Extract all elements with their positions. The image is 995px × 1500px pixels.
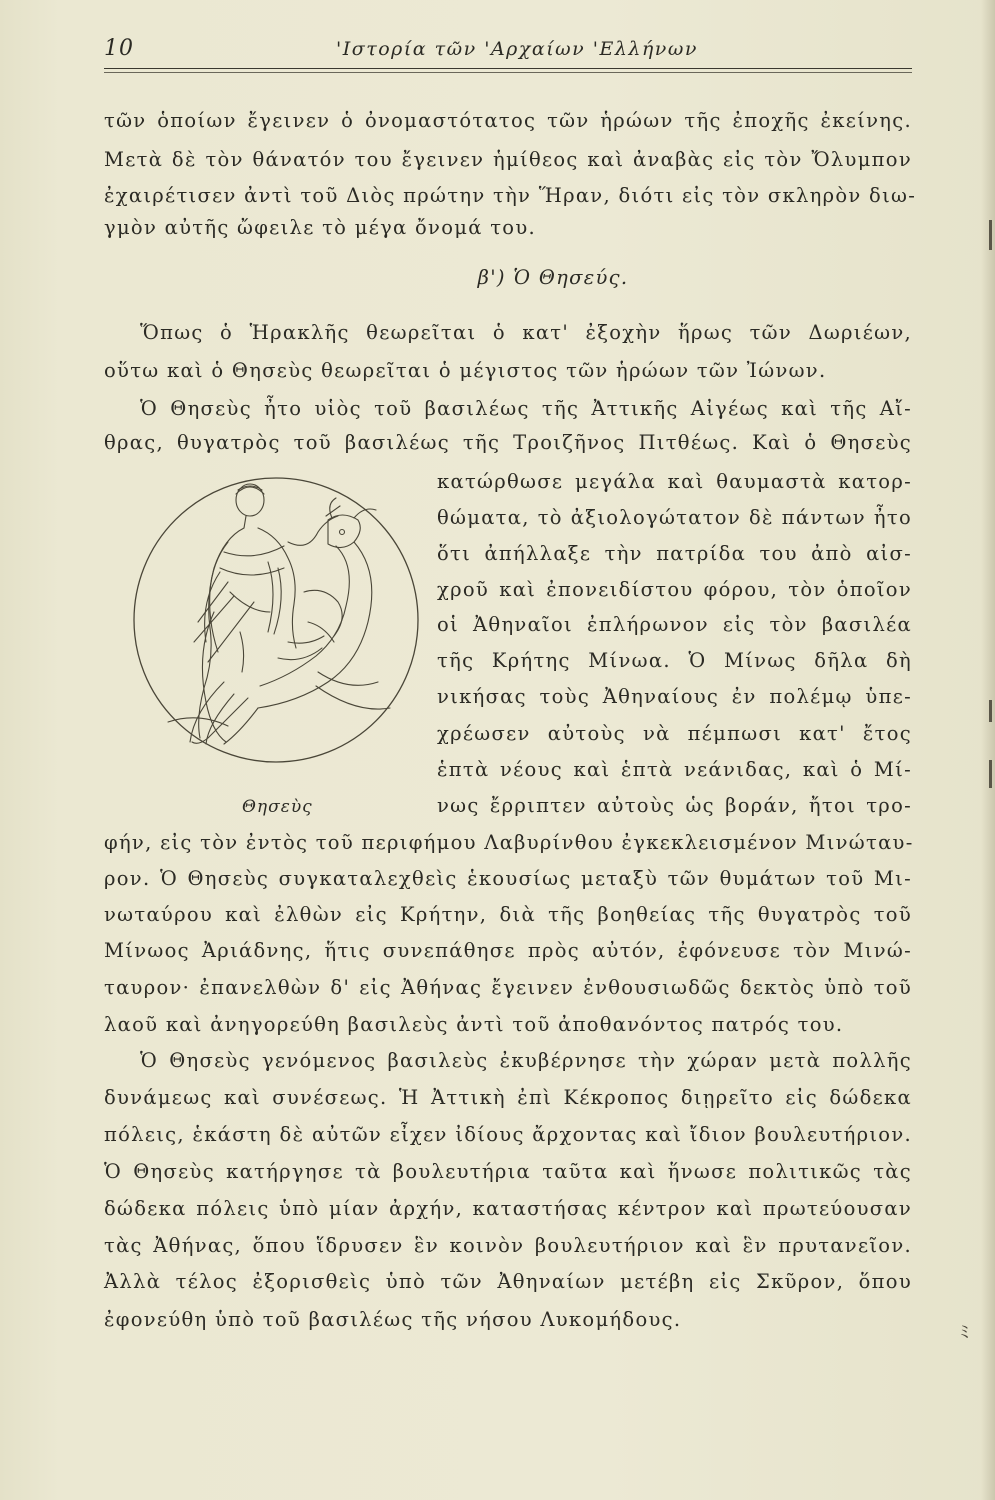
text-line: πόλεις, ἑκάστη δὲ αὐτῶν εἶχεν ἰδίους ἄρχοντας καὶ ἴδιον βουλευτήριον. bbox=[104, 1123, 912, 1146]
text-line: δώδεκα πόλεις ὑπὸ μίαν ἀρχήν, καταστήσας κέντρον καὶ πρωτεύουσαν bbox=[104, 1197, 912, 1220]
page-number: 10 bbox=[104, 36, 134, 61]
text-line: θώματα, τὸ ἀξιολογώτατον δὲ πάντων ἦτο bbox=[437, 506, 912, 529]
text-line: Ὁ Θησεὺς ἦτο υἱὸς τοῦ βασιλέως τῆς Ἀττικῆς Αἰγέως καὶ τῆς Αἴ- bbox=[140, 397, 912, 420]
margin-mark: ﾐ bbox=[960, 1322, 969, 1343]
text-line: Ἀλλὰ τέλος ἐξορισθεὶς ὑπὸ τῶν Ἀθηναίων μετέβη εἰς Σκῦρον, ὅπου bbox=[104, 1270, 912, 1293]
text-line: Ὁ Θησεὺς γενόμενος βασιλεὺς ἐκυβέρνησε τὴν χώραν μετὰ πολλῆς bbox=[140, 1049, 912, 1072]
text-line: οὕτω καὶ ὁ Θησεὺς θεωρεῖται ὁ μέγιστος τῶν ἡρώων τῶν Ἰώνων. bbox=[104, 359, 827, 382]
running-title: 'Ιστορία τῶν 'Αρχαίων 'Ελλήνων bbox=[336, 38, 698, 60]
text-line: Μετὰ δὲ τὸν θάνατόν του ἔγεινεν ἡμίθεος καὶ ἀναβὰς εἰς τὸν Ὄλυμπον bbox=[104, 148, 912, 171]
text-line: Μίνωος Ἀριάδνης, ἥτις συνεπάθησε πρὸς αὐτόν, ἐφόνευσε τὸν Μινώ- bbox=[104, 939, 912, 962]
text-line: ρον. Ὁ Θησεὺς συγκαταλεχθεὶς ἑκουσίως μεταξὺ τῶν θυμάτων τοῦ Μι- bbox=[104, 867, 912, 890]
margin-tick bbox=[989, 760, 992, 788]
header-rule bbox=[104, 68, 912, 69]
text-line: φήν, εἰς τὸν ἐντὸς τοῦ περιφήμου Λαβυρίνθου ἐγκεκλεισμένον Μινώταυ- bbox=[104, 831, 914, 854]
theseus-minotaur-engraving-icon bbox=[128, 472, 428, 772]
text-line: γμὸν αὐτῆς ὤφειλε τὸ μέγα ὄνομά του. bbox=[104, 216, 536, 239]
text-line: κατώρθωσε μεγάλα καὶ θαυμαστὰ κατορ- bbox=[437, 470, 912, 493]
margin-tick bbox=[989, 700, 992, 722]
text-line: οἱ Ἀθηναῖοι ἐπλήρωνον εἰς τὸν βασιλέα bbox=[437, 613, 912, 636]
text-line: ἐφονεύθη ὑπὸ τοῦ βασιλέως τῆς νήσου Λυκομήδους. bbox=[104, 1308, 682, 1331]
text-line: νικήσας τοὺς Ἀθηναίους ἐν πολέμῳ ὑπε- bbox=[437, 685, 912, 708]
text-line: ἑπτὰ νέους καὶ ἑπτὰ νεάνιδας, καὶ ὁ Μί- bbox=[437, 758, 912, 781]
text-line: ἐχαιρέτισεν ἀντὶ τοῦ Διὸς πρώτην τὴν Ἥραν, διότι εἰς τὸν σκληρὸν διω- bbox=[104, 184, 917, 207]
text-line: λαοῦ καὶ ἀνηγορεύθη βασιλεὺς ἀντὶ τοῦ ἀποθανόντος πατρός του. bbox=[104, 1013, 844, 1036]
text-line: νωταύρου καὶ ἐλθὼν εἰς Κρήτην, διὰ τῆς βοηθείας τῆς θυγατρὸς τοῦ bbox=[104, 903, 912, 926]
page-header bbox=[104, 34, 912, 68]
page-edge-shadow bbox=[981, 0, 995, 1500]
header-rule-thin bbox=[104, 72, 912, 73]
text-line: ὅτι ἀπήλλαξε τὴν πατρίδα του ἀπὸ αἰσ- bbox=[437, 542, 912, 565]
text-line: νως ἔρριπτεν αὐτοὺς ὡς βοράν, ἤτοι τρο- bbox=[437, 794, 912, 817]
text-line: θρας, θυγατρὸς τοῦ βασιλέως τῆς Τροιζῆνος Πιτθέως. Καὶ ὁ Θησεὺς bbox=[104, 431, 912, 454]
text-line: τῆς Κρήτης Μίνωα. Ὁ Μίνως δῆλα δὴ bbox=[437, 649, 912, 672]
theseus-minotaur-illustration bbox=[128, 472, 428, 772]
text-line: Ὁ Θησεὺς κατήργησε τὰ βουλευτήρια ταῦτα καὶ ἥνωσε πολιτικῶς τὰς bbox=[104, 1160, 912, 1183]
margin-tick bbox=[989, 220, 992, 250]
text-line: τὰς Ἀθήνας, ὅπου ἵδρυσεν ἓν κοινὸν βουλευτήριον καὶ ἓν πρυτανεῖον. bbox=[104, 1234, 912, 1257]
figure-caption: Θησεὺς bbox=[242, 797, 313, 817]
text-line: χρέωσεν αὐτοὺς νὰ πέμπωσι κατ' ἔτος bbox=[437, 722, 912, 745]
text-line: τῶν ὁποίων ἔγεινεν ὁ ὀνομαστότατος τῶν ἡρώων τῆς ἐποχῆς ἐκείνης. bbox=[104, 109, 912, 132]
text-line: Ὅπως ὁ Ἡρακλῆς θεωρεῖται ὁ κατ' ἐξοχὴν ἥρως τῶν Δωριέων, bbox=[140, 321, 912, 344]
section-heading: β') Ὁ Θησεύς. bbox=[477, 266, 629, 289]
text-line: χροῦ καὶ ἐπονειδίστου φόρου, τὸν ὁποῖον bbox=[437, 578, 912, 601]
text-line: δυνάμεως καὶ συνέσεως. Ἡ Ἀττικὴ ἐπὶ Κέκροπος διῃρεῖτο εἰς δώδεκα bbox=[104, 1086, 912, 1109]
text-line: ταυρον· ἐπανελθὼν δ' εἰς Ἀθήνας ἔγεινεν ἐνθουσιωδῶς δεκτὸς ὑπὸ τοῦ bbox=[104, 976, 912, 999]
